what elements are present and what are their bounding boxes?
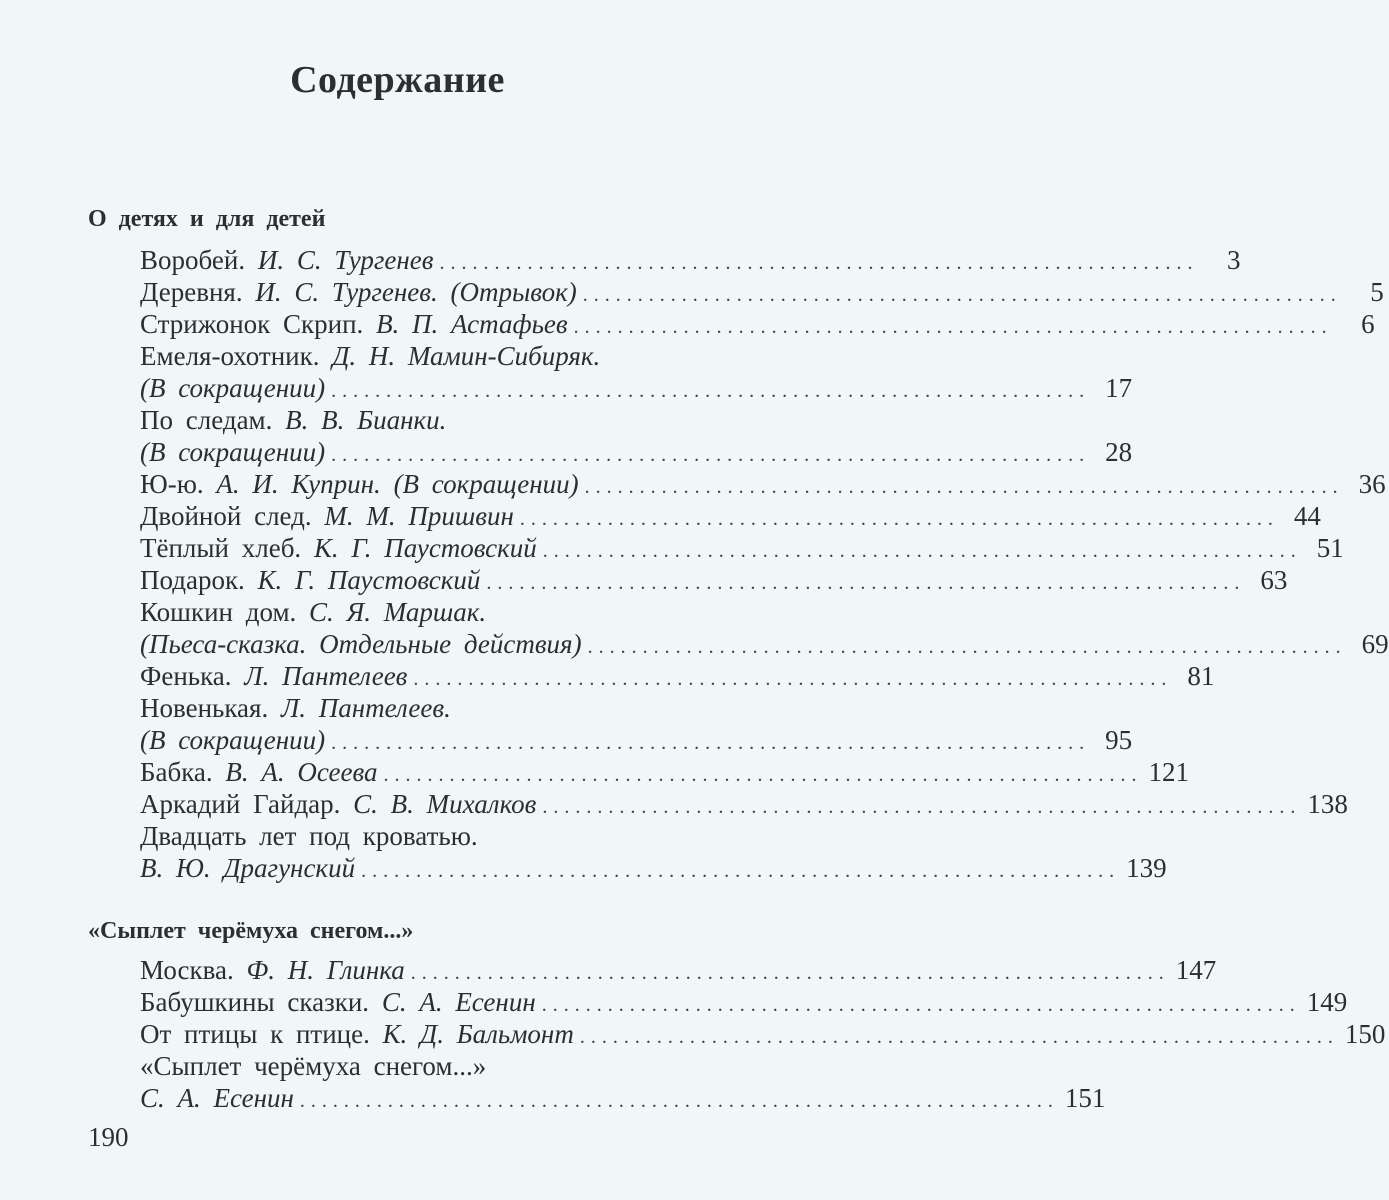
author-name: С. В. Михалков	[353, 789, 537, 819]
toc-entry	[140, 340, 850, 372]
author-name: К. Г. Паустовский	[257, 565, 481, 595]
section-heading: О детях и для детей	[88, 206, 326, 232]
leader-dots: .....................................................................	[582, 284, 1342, 306]
author-name: И. С. Тургенев	[257, 245, 434, 275]
author-name: Ф. Н. Глинка	[246, 955, 405, 985]
leader-dots: .....................................................................	[331, 444, 1091, 466]
work-title: Новенькая.	[140, 693, 269, 723]
leader-dots: .....................................................................	[587, 636, 1347, 658]
page-ref: 149	[1306, 987, 1348, 1017]
author-name: С. Я. Маршак.	[309, 597, 487, 627]
toc-entry	[140, 404, 850, 436]
author-name: К. Д. Бальмонт	[382, 1019, 574, 1049]
leader-dots: .....................................................................	[413, 668, 1173, 690]
page-ref: 36	[1358, 469, 1386, 499]
entry-note: (В сокращении)	[140, 725, 326, 755]
page-ref: 151	[1064, 1083, 1106, 1113]
author-name: В. Ю. Драгунский	[140, 853, 356, 883]
page-ref: 121	[1148, 757, 1190, 787]
page-ref: 5	[1370, 277, 1384, 307]
page-ref: 6	[1361, 309, 1375, 339]
work-title: «Сыплет черёмуха снегом...»	[140, 1051, 487, 1081]
leader-dots: .....................................................................	[486, 572, 1246, 594]
author-name: К. Г. Паустовский	[313, 533, 537, 563]
work-title: Бабка.	[140, 757, 213, 787]
toc-entry	[140, 276, 1384, 308]
leader-dots: .....................................................................	[541, 994, 1301, 1016]
work-title: Емеля-охотник.	[140, 341, 320, 371]
toc-entry-continuation	[140, 372, 1133, 404]
toc-entry	[140, 986, 1348, 1018]
work-title: Тёплый хлеб.	[140, 533, 302, 563]
leader-dots: .....................................................................	[361, 860, 1121, 882]
toc-entry	[140, 756, 1190, 788]
toc-entry	[140, 1050, 850, 1082]
entry-note: (В сокращении)	[140, 373, 326, 403]
toc-entry	[140, 788, 1348, 820]
toc-entry-continuation	[140, 628, 1389, 660]
work-title: Двадцать лет под кроватью.	[140, 821, 478, 851]
leader-dots: .....................................................................	[519, 508, 1279, 530]
leader-dots: .....................................................................	[439, 252, 1199, 274]
leader-dots: .....................................................................	[331, 380, 1091, 402]
work-title: Двойной след.	[140, 501, 312, 531]
page-ref: 81	[1187, 661, 1215, 691]
work-title: По следам.	[140, 405, 273, 435]
work-title: Деревня.	[140, 277, 243, 307]
toc-entry	[140, 532, 1344, 564]
leader-dots: .....................................................................	[299, 1090, 1059, 1112]
work-title: Москва.	[140, 955, 234, 985]
page-title: Содержание	[290, 59, 505, 101]
toc-entry	[140, 1018, 1386, 1050]
author-name: В. П. Астафьев	[376, 309, 568, 339]
author-name: В. В. Бианки.	[285, 405, 447, 435]
page-ref: 63	[1260, 565, 1288, 595]
work-title: От птицы к птице.	[140, 1019, 370, 1049]
entry-note: (В сокращении)	[140, 437, 326, 467]
leader-dots: .....................................................................	[410, 962, 1170, 984]
toc-entry	[140, 820, 850, 852]
work-title: Бабушкины сказки.	[140, 987, 370, 1017]
author-name: Д. Н. Мамин-Сибиряк.	[332, 341, 601, 371]
work-title: Воробей.	[140, 245, 246, 275]
page-ref: 150	[1344, 1019, 1386, 1049]
toc-entry	[140, 500, 1321, 532]
toc-entry-continuation	[140, 852, 1167, 884]
author-name: М. М. Пришвин	[324, 501, 514, 531]
author-name: А. И. Куприн.	[216, 469, 381, 499]
page-ref: 51	[1316, 533, 1344, 563]
author-name: Л. Пантелеев.	[280, 693, 451, 723]
page-ref: 138	[1307, 789, 1348, 819]
author-name: И. С. Тургенев.	[255, 277, 438, 307]
work-title: Кошкин дом.	[140, 597, 297, 627]
leader-dots: .....................................................................	[579, 1026, 1339, 1048]
author-name: Л. Пантелеев	[244, 661, 408, 691]
work-title: Аркадий Гайдар.	[140, 789, 341, 819]
toc-entry	[140, 244, 1241, 276]
work-title: Фенька.	[140, 661, 232, 691]
toc-entry	[140, 308, 1375, 340]
section-heading: «Сыплет черёмуха снегом...»	[88, 918, 414, 944]
page-ref: 17	[1105, 373, 1133, 403]
leader-dots: .....................................................................	[383, 764, 1143, 786]
leader-dots: .....................................................................	[331, 732, 1091, 754]
page-number: 190	[88, 1122, 129, 1152]
toc-entry	[140, 660, 1215, 692]
toc-entry	[140, 564, 1288, 596]
page-ref: 147	[1175, 955, 1217, 985]
entry-note: (Пьеса-сказка. Отдельные действия)	[140, 629, 582, 659]
entry-note: (Отрывок)	[450, 277, 577, 307]
leader-dots: .....................................................................	[584, 476, 1344, 498]
work-title: Подарок.	[140, 565, 245, 595]
page-ref: 28	[1105, 437, 1133, 467]
author-name: С. А. Есенин	[140, 1083, 294, 1113]
work-title: Стрижонок Скрип.	[140, 309, 364, 339]
page-ref: 3	[1226, 245, 1241, 275]
entry-note: (В сокращении)	[393, 469, 579, 499]
page-ref: 95	[1105, 725, 1133, 755]
page-ref: 44	[1293, 501, 1321, 531]
toc-entry-continuation	[140, 1082, 1106, 1114]
toc-entry	[140, 468, 1386, 500]
work-title: Ю-ю.	[140, 469, 204, 499]
author-name: В. А. Осеева	[225, 757, 378, 787]
page-ref: 69	[1361, 629, 1389, 659]
toc-entry-continuation	[140, 724, 1133, 756]
toc-entry	[140, 692, 850, 724]
toc-entry	[140, 596, 850, 628]
toc-entry	[140, 954, 1217, 986]
toc-entry-continuation	[140, 436, 1133, 468]
leader-dots: .....................................................................	[573, 316, 1333, 338]
leader-dots: .....................................................................	[542, 796, 1302, 818]
page-ref: 139	[1126, 853, 1167, 883]
leader-dots: .....................................................................	[542, 540, 1302, 562]
author-name: С. А. Есенин	[381, 987, 536, 1017]
